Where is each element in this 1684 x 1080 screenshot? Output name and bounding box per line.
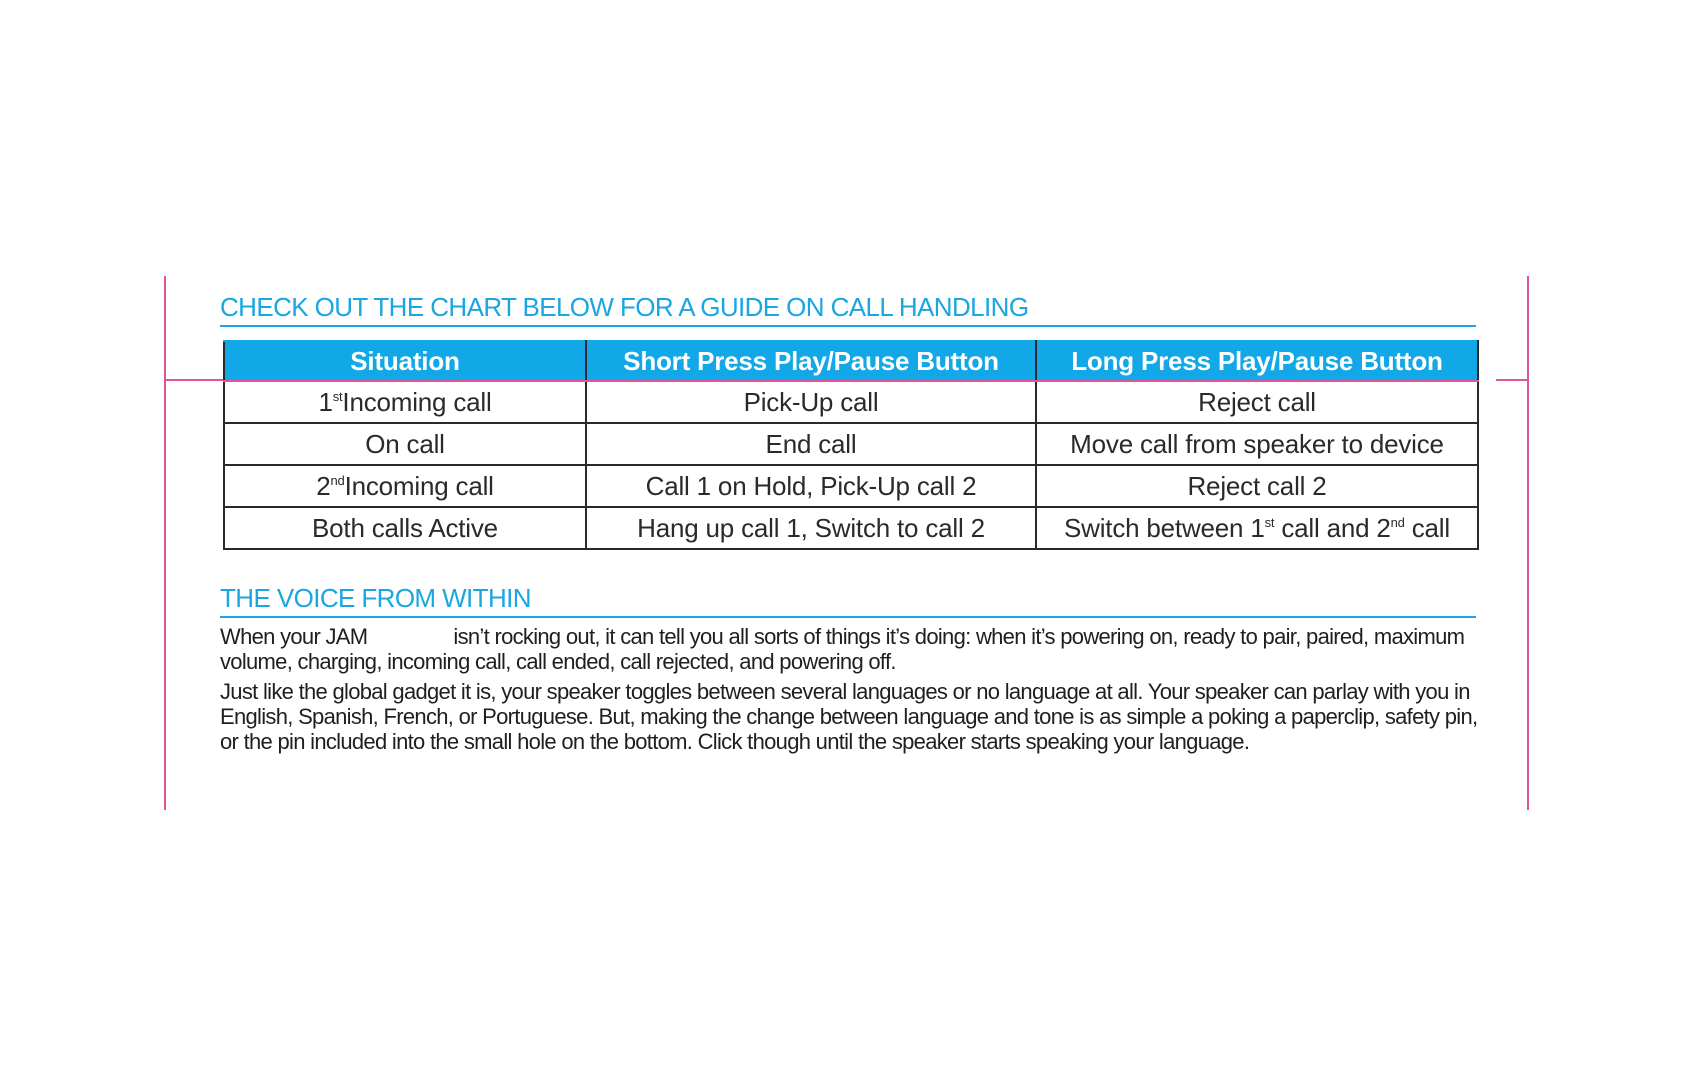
situation-text: Incoming call	[344, 470, 494, 501]
crop-mark-left-vertical	[164, 276, 166, 810]
situation-cell	[224, 465, 586, 507]
ordinal-number: 1	[318, 386, 333, 417]
situation-cell: Both calls Active	[224, 507, 586, 549]
voice-paragraph-1	[220, 624, 1490, 674]
long-press-cell: Reject call	[1036, 381, 1478, 423]
long-press-cell: Reject call 2	[1036, 465, 1478, 507]
para1-rest: isn’t rocking out, it can tell you all sorts of things it’s doing: when it’s powering on, ready to pair, paired, maximum volume, charging, incoming call, call ended, call rejected, and powering off.	[220, 624, 1465, 674]
crop-mark-right-horizontal	[1496, 379, 1528, 381]
ordinal-number: 2	[316, 470, 331, 501]
call-handling-heading: CHECK OUT THE CHART BELOW FOR A GUIDE ON CALL HANDLING	[220, 292, 1476, 327]
short-press-cell: Hang up call 1, Switch to call 2	[586, 507, 1036, 549]
crop-mark-right-vertical	[1527, 276, 1529, 810]
situation-cell	[224, 381, 586, 423]
table-row	[224, 507, 1478, 549]
header-long-press: Long Press Play/Pause Button	[1036, 341, 1478, 381]
situation-text: Incoming call	[342, 386, 492, 417]
call-handling-table	[223, 340, 1479, 550]
situation-cell: On call	[224, 423, 586, 465]
crop-mark-left-horizontal	[164, 379, 224, 381]
para1-start: When your JAM	[220, 624, 368, 649]
table-row	[224, 381, 1478, 423]
header-situation: Situation	[224, 341, 586, 381]
short-press-cell: Call 1 on Hold, Pick-Up call 2	[586, 465, 1036, 507]
table-row	[224, 423, 1478, 465]
long-press-text-c: call	[1404, 512, 1450, 543]
long-press-text-a: Switch between 1	[1064, 512, 1265, 543]
ordinal-suffix: st	[1264, 514, 1275, 530]
voice-paragraph-2: Just like the global gadget it is, your speaker toggles between several languages or no language at all. Your speaker can parlay with you in English, Spanish, French, or Portuguese. But, making the change between language and tone is as simple a poking a paperclip, safety pin, or the pin included into the small hole on the bottom. Click though until the speaker starts speaking your language.	[220, 679, 1478, 754]
long-press-cell: Move call from speaker to device	[1036, 423, 1478, 465]
table-header-row	[224, 341, 1478, 381]
long-press-cell	[1036, 507, 1478, 549]
short-press-cell: End call	[586, 423, 1036, 465]
long-press-text-b: call and 2	[1274, 512, 1391, 543]
voice-section-heading: THE VOICE FROM WITHIN	[220, 583, 1476, 618]
table-row	[224, 465, 1478, 507]
header-short-press: Short Press Play/Pause Button	[586, 341, 1036, 381]
short-press-cell: Pick-Up call	[586, 381, 1036, 423]
ordinal-suffix: st	[332, 388, 343, 404]
ordinal-suffix: nd	[330, 472, 345, 488]
ordinal-suffix: nd	[1390, 514, 1405, 530]
